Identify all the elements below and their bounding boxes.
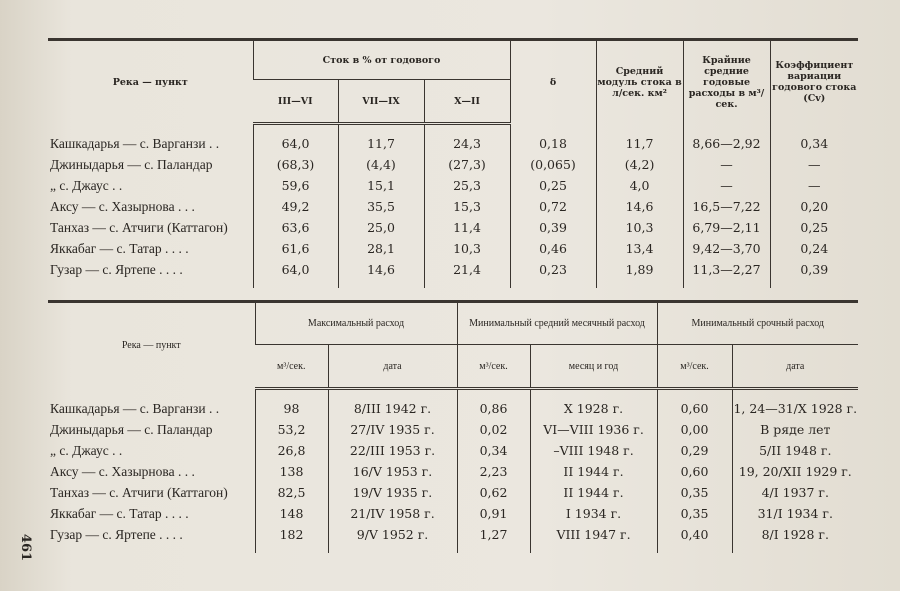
modulus-cell: (4,2) [596,154,683,175]
unit-header: м³/сек. [457,345,530,389]
p3-cell: 24,3 [424,133,510,154]
extremes-cell: 9,42—3,70 [683,238,770,259]
modulus-header: Средний модуль стока в л/сек. км² [596,40,683,124]
river-cell: Танхаз — с. Атчиги (Каттагон) [50,484,228,500]
spacer-cell [530,389,657,399]
min-m-cell: 2,23 [457,461,530,482]
min-s-date-cell: 1, 24—31/X 1928 г. [732,398,858,419]
min-s-cell: 0,29 [657,440,732,461]
spacer-cell [732,545,858,553]
p3-cell: 15,3 [424,196,510,217]
min-m-cell: 0,34 [457,440,530,461]
table-row [48,524,858,545]
p3-cell: 10,3 [424,238,510,259]
river-cell: Аксу — с. Хазырнова . . . [50,198,195,214]
p3-cell: 25,3 [424,175,510,196]
spacer-cell [457,545,530,553]
spacer-cell [253,280,338,288]
max-header: Максимальный расход [255,302,457,345]
p2-cell: 14,6 [338,259,424,280]
max-cell: 53,2 [255,419,328,440]
table-row [48,419,858,440]
max-date-cell: 27/IV 1935 г. [328,419,457,440]
spacer-cell [683,280,770,288]
p2-cell: 35,5 [338,196,424,217]
modulus-cell: 4,0 [596,175,683,196]
extremes-cell: 16,5—7,22 [683,196,770,217]
p3-cell: (27,3) [424,154,510,175]
max-date-cell: 9/V 1952 г. [328,524,457,545]
delta-cell: 0,25 [510,175,596,196]
cv-cell: 0,24 [770,238,858,259]
max-cell: 138 [255,461,328,482]
table-row [48,154,858,175]
spacer-cell [510,124,596,134]
min-m-cell: 0,62 [457,482,530,503]
modulus-cell: 14,6 [596,196,683,217]
delta-cell: 0,39 [510,217,596,238]
min-s-date-cell: 4/I 1937 г. [732,482,858,503]
p2-cell: 25,0 [338,217,424,238]
min-instant-header: Минимальный срочный расход [657,302,858,345]
delta-cell: 0,18 [510,133,596,154]
river-cell: Яккабаг — с. Татар . . . . [50,505,189,521]
delta-cell: 0,23 [510,259,596,280]
modulus-cell: 10,3 [596,217,683,238]
river-cell: „ с. Джаус . . [50,177,123,193]
river-header: Река — пункт [112,76,188,88]
spacer-cell [255,389,328,399]
unit-header: м³/сек. [255,345,328,389]
min-monthly-header: Минимальный средний месячный расход [457,302,657,345]
min-m-date-cell: VIII 1947 г. [530,524,657,545]
spacer-cell [732,389,858,399]
spacer-cell [48,280,253,288]
table-row [48,259,858,280]
delta-cell: 0,46 [510,238,596,259]
p1-cell: 64,0 [253,259,338,280]
min-s-cell: 0,00 [657,419,732,440]
table-row [48,503,858,524]
min-s-date-cell: 31/I 1934 г. [732,503,858,524]
delta-cell: 0,72 [510,196,596,217]
river-cell: Джиныдарья — с. Паландар [50,421,213,437]
spacer-cell [338,280,424,288]
runoff-distribution-table [48,38,858,288]
modulus-cell: 1,89 [596,259,683,280]
river-header: Река — пункт [121,340,181,352]
table-row [48,196,858,217]
discharge-extremes-table [48,300,858,553]
cv-header: Коэффициент вариации годового стока (Cv) [770,40,858,124]
unit-header: м³/сек. [657,345,732,389]
min-m-cell: 0,91 [457,503,530,524]
min-s-date-cell: В ряде лет [732,419,858,440]
spacer-cell [48,124,253,134]
max-date-cell: 16/V 1953 г. [328,461,457,482]
min-m-cell: 0,86 [457,398,530,419]
min-m-date-cell: I 1934 г. [530,503,657,524]
period-header: VII—IX [338,80,424,124]
min-s-cell: 0,40 [657,524,732,545]
max-cell: 82,5 [255,482,328,503]
spacer-cell [683,124,770,134]
spacer-cell [657,545,732,553]
spacer-cell [424,280,510,288]
p1-cell: 63,6 [253,217,338,238]
min-s-cell: 0,35 [657,503,732,524]
table-row [48,175,858,196]
p2-cell: (4,4) [338,154,424,175]
min-m-date-cell: II 1944 г. [530,482,657,503]
min-s-date-cell: 8/I 1928 г. [732,524,858,545]
max-date-cell: 19/V 1935 г. [328,482,457,503]
extremes-header: Крайние средние годовые расходы в м³/сек. [683,40,770,124]
p1-cell: 64,0 [253,133,338,154]
spacer-cell [596,124,683,134]
table-row [48,217,858,238]
extremes-cell: 6,79—2,11 [683,217,770,238]
modulus-cell: 13,4 [596,238,683,259]
extremes-cell: — [683,175,770,196]
river-cell: Кашкадарья — с. Варганзи . . [50,400,220,416]
max-date-cell: 8/III 1942 г. [328,398,457,419]
p1-cell: 61,6 [253,238,338,259]
table-row [48,461,858,482]
river-cell: Кашкадарья — с. Варганзи . . [50,135,220,151]
p1-cell: 49,2 [253,196,338,217]
cv-cell: 0,39 [770,259,858,280]
max-cell: 148 [255,503,328,524]
spacer-cell [657,389,732,399]
p1-cell: (68,3) [253,154,338,175]
min-s-date-cell: 19, 20/XII 1929 г. [732,461,858,482]
extremes-cell: 8,66—2,92 [683,133,770,154]
river-cell: Танхаз — с. Атчиги (Каттагон) [50,219,228,235]
river-cell: Аксу — с. Хазырнова . . . [50,463,195,479]
river-cell: „ с. Джаус . . [50,442,123,458]
spacer-cell [255,545,328,553]
min-s-date-cell: 5/II 1948 г. [732,440,858,461]
extremes-cell: — [683,154,770,175]
period-header: X—II [424,80,510,124]
spacer-cell [770,124,858,134]
delta-cell: (0,065) [510,154,596,175]
river-cell: Яккабаг — с. Татар . . . . [50,240,189,256]
min-s-cell: 0,60 [657,461,732,482]
river-cell: Джиныдарья — с. Паландар [50,156,213,172]
table-row [48,133,858,154]
spacer-cell [424,124,510,134]
extremes-cell: 11,3—2,27 [683,259,770,280]
max-cell: 182 [255,524,328,545]
spacer-cell [530,545,657,553]
delta-header: δ [510,40,596,124]
table-row [48,482,858,503]
cv-cell: — [770,154,858,175]
spacer-cell [510,280,596,288]
p2-cell: 11,7 [338,133,424,154]
table-row [48,398,858,419]
cv-cell: 0,34 [770,133,858,154]
p3-cell: 11,4 [424,217,510,238]
p1-cell: 59,6 [253,175,338,196]
max-date-cell: 21/IV 1958 г. [328,503,457,524]
cv-cell: 0,20 [770,196,858,217]
cv-cell: — [770,175,858,196]
date-header: дата [732,345,858,389]
min-m-cell: 0,02 [457,419,530,440]
period-header: III—VI [253,80,338,124]
min-m-date-cell: II 1944 г. [530,461,657,482]
spacer-cell [328,389,457,399]
spacer-cell [596,280,683,288]
min-m-cell: 1,27 [457,524,530,545]
river-cell: Гузар — с. Яртепе . . . . [50,261,183,277]
spacer-cell [770,280,858,288]
spacer-cell [328,545,457,553]
spacer-cell [457,389,530,399]
spacer-cell [253,124,338,134]
table-row [48,238,858,259]
min-m-date-cell: VI—VIII 1936 г. [530,419,657,440]
p2-cell: 15,1 [338,175,424,196]
p2-cell: 28,1 [338,238,424,259]
month-year-header: месяц и год [530,345,657,389]
spacer-cell [338,124,424,134]
table-row [48,440,858,461]
modulus-cell: 11,7 [596,133,683,154]
min-m-date-cell: X 1928 г. [530,398,657,419]
river-cell: Гузар — с. Яртепе . . . . [50,526,183,542]
spacer-cell [48,545,255,553]
min-s-cell: 0,35 [657,482,732,503]
min-s-cell: 0,60 [657,398,732,419]
flow-pct-header: Сток в % от годового [253,40,510,80]
p3-cell: 21,4 [424,259,510,280]
max-date-cell: 22/III 1953 г. [328,440,457,461]
spacer-cell [48,389,255,399]
min-m-date-cell: –VIII 1948 г. [530,440,657,461]
max-cell: 26,8 [255,440,328,461]
date-header: дата [328,345,457,389]
cv-cell: 0,25 [770,217,858,238]
max-cell: 98 [255,398,328,419]
page-number: 461 [18,533,34,562]
